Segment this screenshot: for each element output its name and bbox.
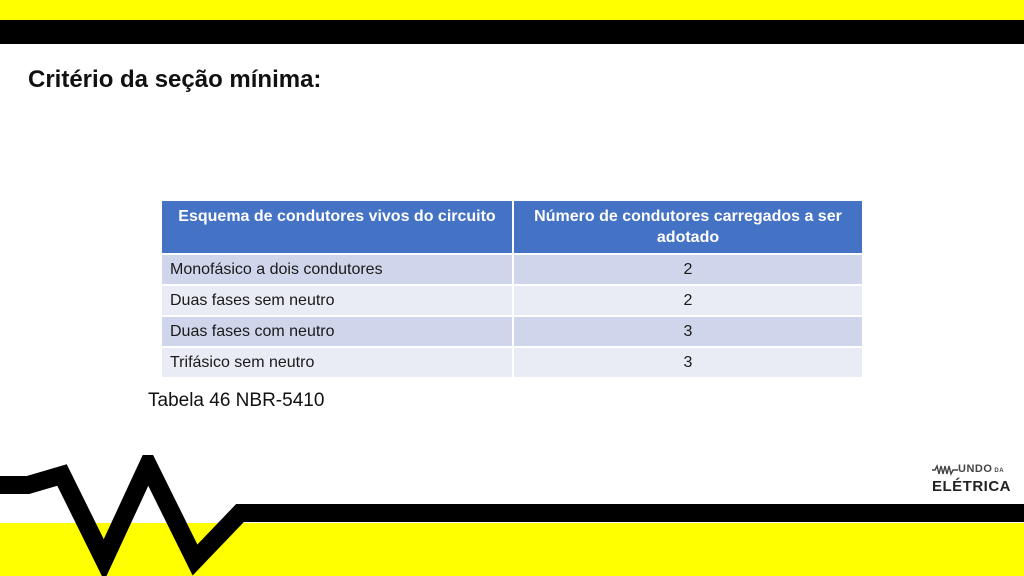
table-row	[161, 347, 863, 378]
table-header-row	[161, 200, 863, 254]
logo-text-da: DA	[994, 468, 1005, 474]
header-count: Número de condutores carregados a ser adotado	[513, 200, 863, 254]
conductor-table	[160, 199, 864, 379]
bottom-zigzag-decoration	[0, 455, 1024, 576]
table-row	[161, 316, 863, 347]
cell-count: 3	[513, 316, 863, 347]
cell-scheme: Trifásico sem neutro	[161, 347, 513, 378]
wave-icon	[932, 464, 958, 476]
logo-text-eletrica: ELÉTRICA	[932, 478, 1011, 495]
table-row	[161, 254, 863, 285]
mundo-da-eletrica-logo	[932, 463, 1012, 497]
cell-count: 2	[513, 254, 863, 285]
table-row	[161, 285, 863, 316]
logo-text-mundo: UNDO	[958, 463, 993, 475]
top-black-band	[0, 20, 1024, 44]
cell-scheme: Duas fases sem neutro	[161, 285, 513, 316]
top-yellow-band	[0, 0, 1024, 20]
cell-scheme: Monofásico a dois condutores	[161, 254, 513, 285]
slide-title: Critério da seção mínima:	[28, 66, 322, 93]
table-caption: Tabela 46 NBR-5410	[148, 390, 325, 411]
header-scheme: Esquema de condutores vivos do circuito	[161, 200, 513, 254]
cell-count: 2	[513, 285, 863, 316]
cell-scheme: Duas fases com neutro	[161, 316, 513, 347]
cell-count: 3	[513, 347, 863, 378]
